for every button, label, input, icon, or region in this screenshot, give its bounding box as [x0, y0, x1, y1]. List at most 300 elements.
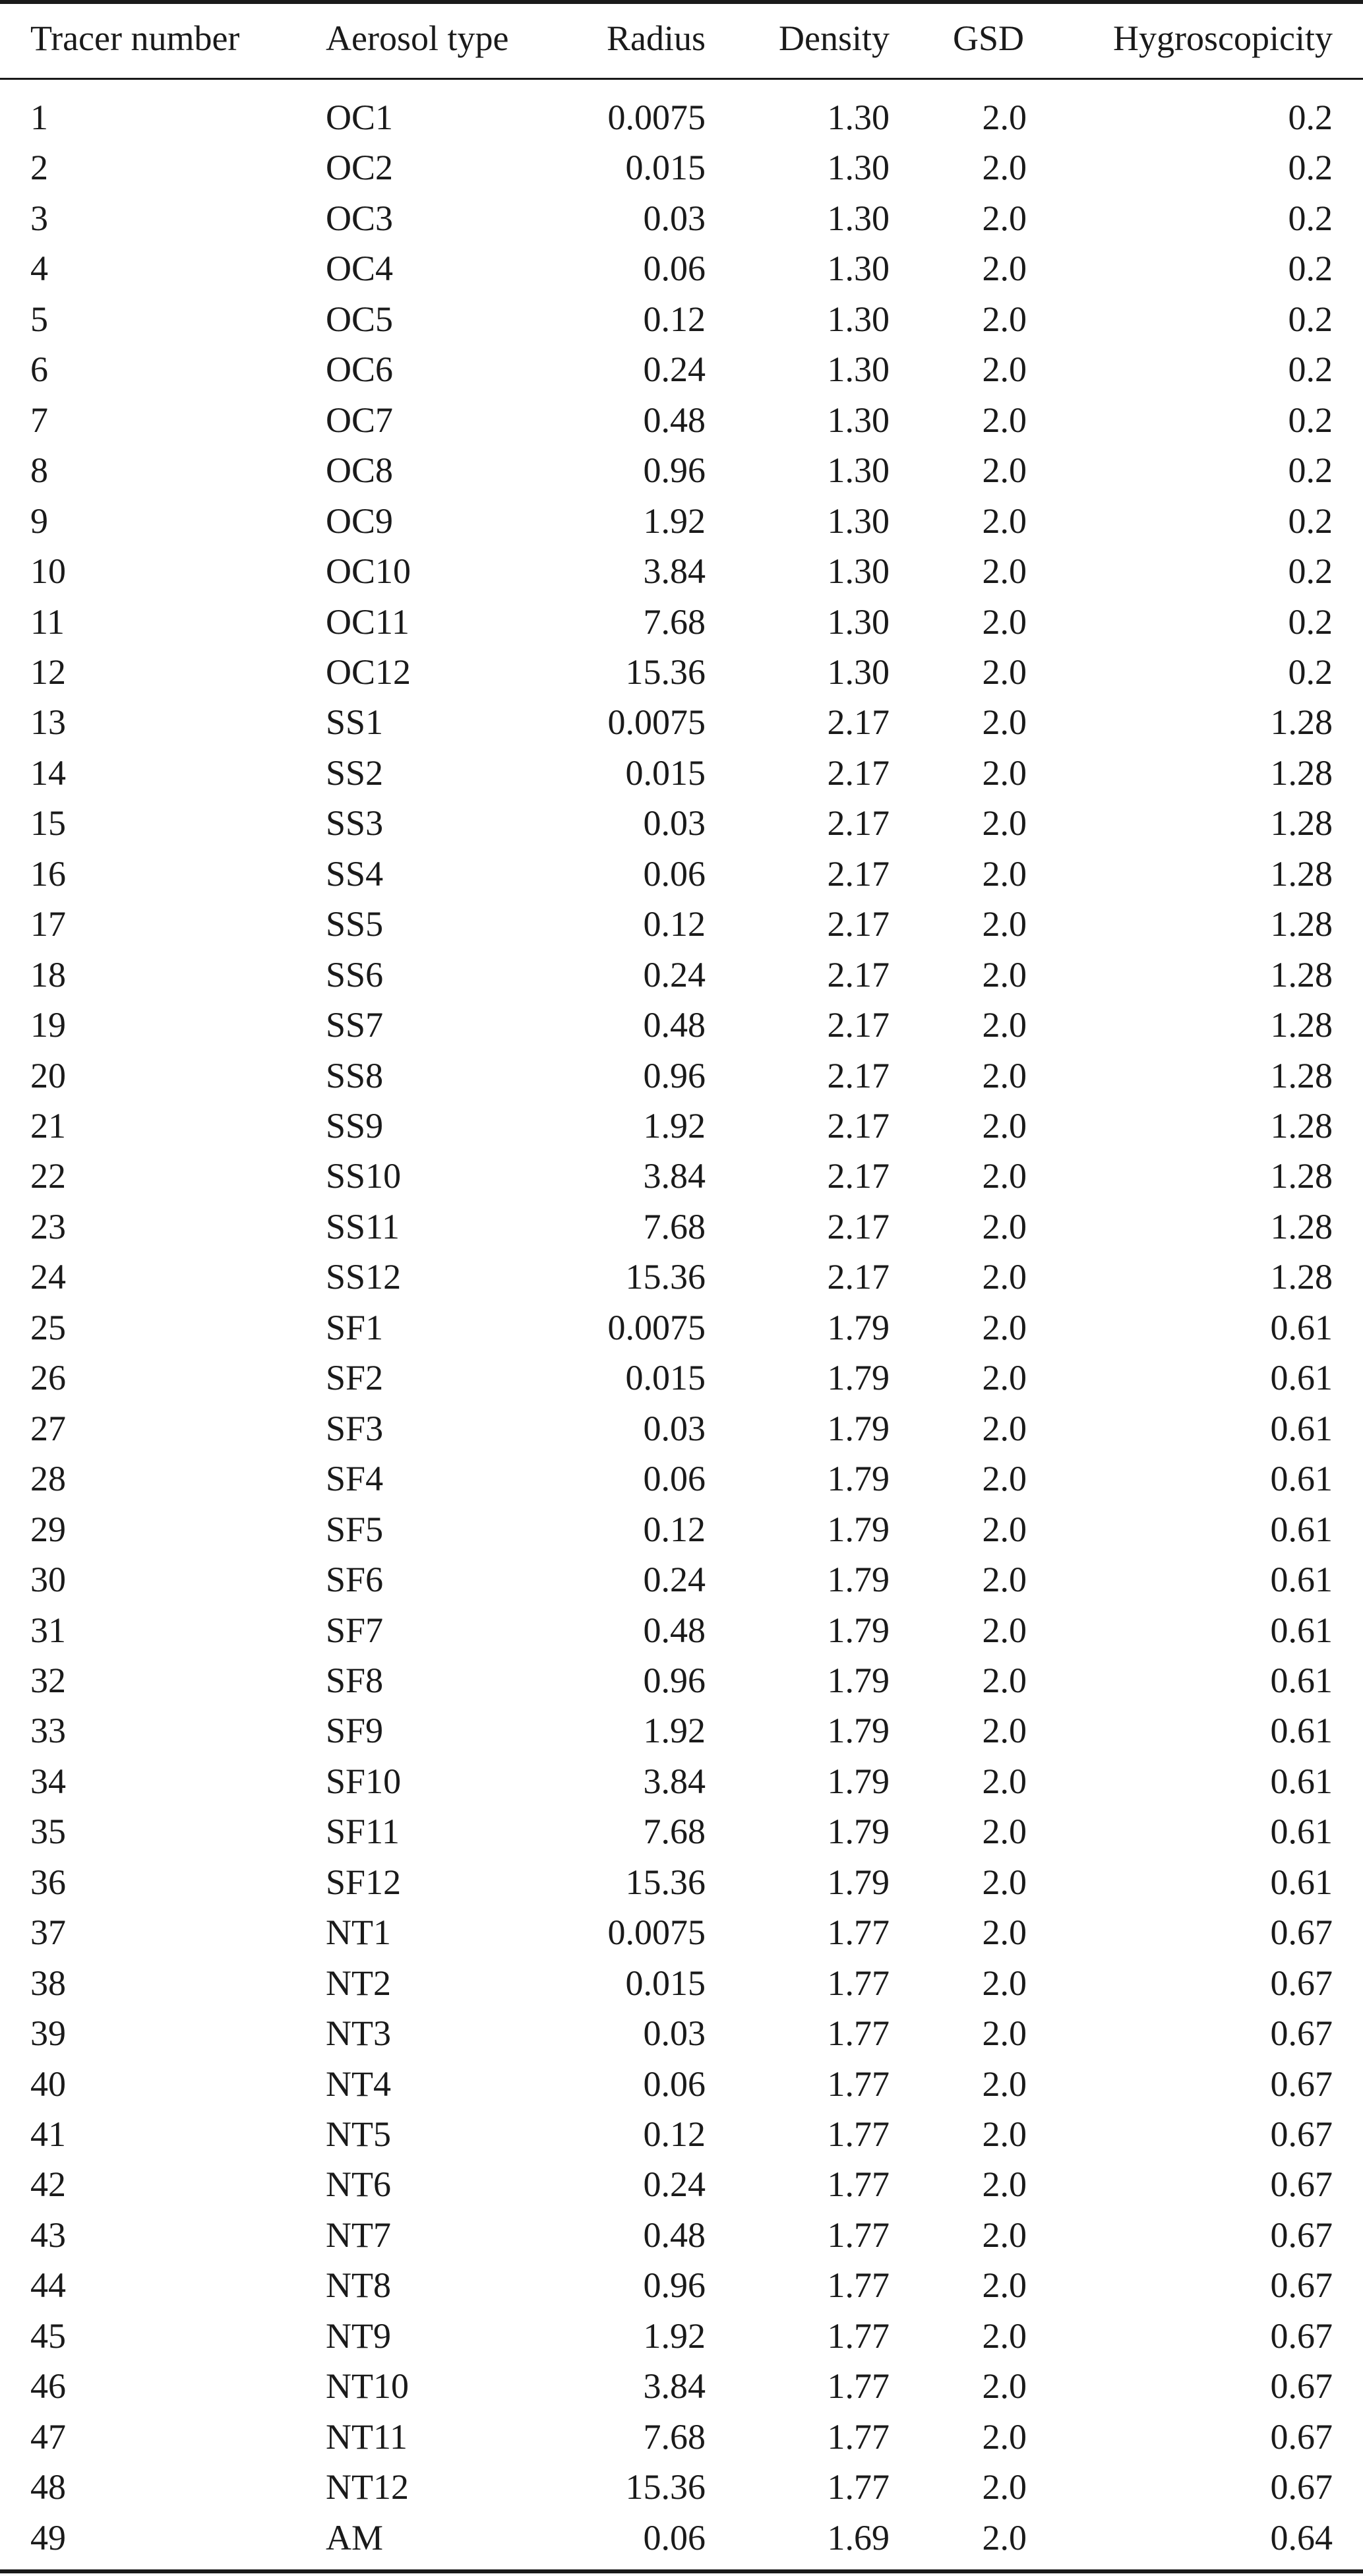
- cell-aerosol-type: SS11: [326, 1206, 400, 1246]
- cell-tracer-number: 40: [30, 2064, 66, 2104]
- cell-aerosol-type: OC7: [326, 400, 394, 440]
- cell-density: 1.30: [827, 652, 890, 692]
- cell-hygroscopicity: 0.61: [1270, 1408, 1333, 1448]
- table-row: [0, 1857, 1363, 1907]
- cell-radius: 0.03: [643, 198, 706, 238]
- table-row: [0, 2109, 1363, 2159]
- cell-hygroscopicity: 0.61: [1270, 1560, 1333, 1600]
- cell-gsd: 2.0: [982, 1408, 1027, 1448]
- cell-tracer-number: 29: [30, 1509, 66, 1549]
- cell-density: 1.77: [827, 2114, 890, 2154]
- cell-hygroscopicity: 0.61: [1270, 1610, 1333, 1650]
- cell-density: 1.79: [827, 1358, 890, 1398]
- cell-aerosol-type: NT9: [326, 2315, 391, 2356]
- table-row: [0, 1958, 1363, 2008]
- cell-gsd: 2.0: [982, 350, 1027, 390]
- cell-gsd: 2.0: [982, 400, 1027, 440]
- table-row: [0, 1051, 1363, 1101]
- cell-density: 1.77: [827, 2315, 890, 2356]
- cell-tracer-number: 20: [30, 1055, 66, 1095]
- cell-hygroscopicity: 0.2: [1288, 652, 1333, 692]
- table-row: [0, 798, 1363, 848]
- cell-radius: 3.84: [643, 2366, 706, 2407]
- cell-gsd: 2.0: [982, 1660, 1027, 1700]
- cell-aerosol-type: SF5: [326, 1509, 384, 1549]
- cell-aerosol-type: NT6: [326, 2164, 391, 2205]
- cell-radius: 0.12: [643, 904, 706, 944]
- cell-aerosol-type: SS3: [326, 803, 384, 843]
- cell-hygroscopicity: 0.67: [1270, 2265, 1333, 2306]
- column-header-radius: Radius: [606, 18, 706, 58]
- table-row: [0, 950, 1363, 1000]
- cell-density: 1.30: [827, 198, 890, 238]
- cell-radius: 0.0075: [607, 98, 706, 137]
- cell-aerosol-type: SS8: [326, 1055, 384, 1095]
- cell-gsd: 2.0: [982, 551, 1027, 592]
- cell-aerosol-type: NT3: [326, 2013, 391, 2054]
- cell-hygroscopicity: 0.67: [1270, 2416, 1333, 2457]
- cell-aerosol-type: NT7: [326, 2215, 391, 2255]
- cell-tracer-number: 31: [30, 1610, 66, 1650]
- cell-aerosol-type: NT4: [326, 2064, 391, 2104]
- cell-radius: 0.48: [643, 1005, 706, 1045]
- cell-gsd: 2.0: [982, 2265, 1027, 2306]
- table-row: [0, 1605, 1363, 1655]
- cell-hygroscopicity: 1.28: [1270, 1106, 1333, 1146]
- cell-tracer-number: 23: [30, 1206, 66, 1246]
- cell-density: 2.17: [827, 1005, 890, 1045]
- cell-radius: 0.06: [643, 2064, 706, 2104]
- table-row: [0, 1504, 1363, 1554]
- cell-density: 1.77: [827, 2265, 890, 2306]
- cell-aerosol-type: SF10: [326, 1761, 402, 1801]
- column-header-density: Density: [779, 18, 890, 58]
- cell-density: 2.17: [827, 752, 890, 793]
- cell-tracer-number: 45: [30, 2315, 66, 2356]
- cell-aerosol-type: SF2: [326, 1358, 384, 1398]
- cell-density: 1.30: [827, 98, 890, 137]
- table-row: [0, 1101, 1363, 1151]
- table-row: [0, 1403, 1363, 1454]
- cell-gsd: 2.0: [982, 1055, 1027, 1095]
- cell-density: 1.79: [827, 1711, 890, 1751]
- cell-radius: 0.96: [643, 450, 706, 491]
- cell-hygroscopicity: 1.28: [1270, 954, 1333, 995]
- cell-density: 1.30: [827, 551, 890, 592]
- cell-hygroscopicity: 0.67: [1270, 2114, 1333, 2154]
- cell-tracer-number: 7: [30, 400, 48, 440]
- cell-density: 1.79: [827, 1560, 890, 1600]
- cell-tracer-number: 19: [30, 1005, 66, 1045]
- cell-gsd: 2.0: [982, 1358, 1027, 1398]
- cell-radius: 0.03: [643, 803, 706, 843]
- cell-radius: 0.24: [643, 954, 706, 995]
- cell-density: 2.17: [827, 853, 890, 894]
- column-header-aerosol-type: Aerosol type: [326, 18, 509, 58]
- cell-density: 1.79: [827, 1459, 890, 1499]
- column-header-hygroscopicity: Hygroscopicity: [1113, 18, 1333, 58]
- cell-gsd: 2.0: [982, 2114, 1027, 2154]
- cell-radius: 0.06: [643, 1459, 706, 1499]
- cell-hygroscopicity: 1.28: [1270, 803, 1333, 843]
- cell-tracer-number: 12: [30, 652, 66, 692]
- table-row: [0, 697, 1363, 747]
- cell-aerosol-type: SF3: [326, 1408, 384, 1448]
- cell-gsd: 2.0: [982, 1761, 1027, 1801]
- cell-radius: 0.12: [643, 299, 706, 339]
- cell-gsd: 2.0: [982, 1257, 1027, 1297]
- table-row: [0, 597, 1363, 647]
- cell-gsd: 2.0: [982, 450, 1027, 491]
- cell-gsd: 2.0: [982, 1560, 1027, 1600]
- cell-gsd: 2.0: [982, 2064, 1027, 2104]
- cell-radius: 3.84: [643, 1761, 706, 1801]
- cell-gsd: 2.0: [982, 501, 1027, 541]
- cell-tracer-number: 48: [30, 2467, 66, 2507]
- cell-radius: 1.92: [643, 1106, 706, 1146]
- cell-tracer-number: 44: [30, 2265, 66, 2306]
- cell-radius: 7.68: [643, 601, 706, 642]
- cell-hygroscopicity: 0.2: [1288, 299, 1333, 339]
- cell-tracer-number: 46: [30, 2366, 66, 2407]
- cell-radius: 3.84: [643, 551, 706, 592]
- cell-gsd: 2.0: [982, 1106, 1027, 1146]
- cell-hygroscopicity: 0.61: [1270, 1812, 1333, 1852]
- cell-density: 1.77: [827, 1913, 890, 1953]
- table-row: [0, 2159, 1363, 2209]
- cell-gsd: 2.0: [982, 904, 1027, 944]
- cell-density: 2.17: [827, 904, 890, 944]
- cell-radius: 15.36: [625, 1862, 706, 1902]
- cell-tracer-number: 35: [30, 1812, 66, 1852]
- cell-aerosol-type: SF7: [326, 1610, 384, 1650]
- cell-gsd: 2.0: [982, 98, 1027, 137]
- table-row: [0, 243, 1363, 293]
- cell-aerosol-type: OC12: [326, 652, 411, 692]
- table-row: [0, 1806, 1363, 1856]
- cell-density: 1.77: [827, 2416, 890, 2457]
- table-row: [0, 294, 1363, 344]
- cell-hygroscopicity: 0.61: [1270, 1358, 1333, 1398]
- cell-tracer-number: 38: [30, 1963, 66, 2003]
- cell-aerosol-type: SS5: [326, 904, 384, 944]
- cell-tracer-number: 25: [30, 1307, 66, 1347]
- cell-density: 1.79: [827, 1610, 890, 1650]
- cell-aerosol-type: SS7: [326, 1005, 384, 1045]
- cell-tracer-number: 9: [30, 501, 48, 541]
- cell-radius: 0.03: [643, 2013, 706, 2054]
- cell-radius: 0.03: [643, 1408, 706, 1448]
- cell-hygroscopicity: 1.28: [1270, 1156, 1333, 1196]
- cell-tracer-number: 10: [30, 551, 66, 592]
- table-row: [0, 2412, 1363, 2462]
- cell-hygroscopicity: 0.61: [1270, 1862, 1333, 1902]
- cell-tracer-number: 1: [30, 98, 48, 137]
- column-header-tracer-number: Tracer number: [30, 18, 240, 58]
- cell-density: 1.77: [827, 2366, 890, 2407]
- cell-tracer-number: 18: [30, 954, 66, 995]
- cell-tracer-number: 15: [30, 803, 66, 843]
- cell-radius: 0.12: [643, 2114, 706, 2154]
- cell-aerosol-type: SF8: [326, 1660, 384, 1700]
- cell-gsd: 2.0: [982, 148, 1027, 188]
- cell-aerosol-type: OC6: [326, 350, 394, 390]
- cell-density: 1.77: [827, 2164, 890, 2205]
- cell-hygroscopicity: 1.28: [1270, 1005, 1333, 1045]
- cell-radius: 0.96: [643, 2265, 706, 2306]
- cell-gsd: 2.0: [982, 1206, 1027, 1246]
- table-row: [0, 1202, 1363, 1252]
- cell-radius: 1.92: [643, 1711, 706, 1751]
- cell-tracer-number: 26: [30, 1358, 66, 1398]
- cell-radius: 0.015: [625, 148, 706, 188]
- cell-hygroscopicity: 0.67: [1270, 2164, 1333, 2205]
- cell-radius: 0.015: [625, 1963, 706, 2003]
- cell-gsd: 2.0: [982, 198, 1027, 238]
- cell-tracer-number: 2: [30, 148, 48, 188]
- cell-tracer-number: 4: [30, 249, 48, 289]
- cell-aerosol-type: AM: [326, 2517, 384, 2558]
- table-row: [0, 2311, 1363, 2361]
- cell-density: 1.79: [827, 1862, 890, 1902]
- cell-density: 2.17: [827, 803, 890, 843]
- cell-density: 1.79: [827, 1509, 890, 1549]
- cell-density: 1.30: [827, 501, 890, 541]
- cell-tracer-number: 33: [30, 1711, 66, 1751]
- cell-gsd: 2.0: [982, 249, 1027, 289]
- cell-hygroscopicity: 0.67: [1270, 1913, 1333, 1953]
- cell-radius: 15.36: [625, 1257, 706, 1297]
- cell-gsd: 2.0: [982, 1812, 1027, 1852]
- cell-gsd: 2.0: [982, 2164, 1027, 2205]
- cell-tracer-number: 24: [30, 1257, 66, 1297]
- cell-hygroscopicity: 0.2: [1288, 450, 1333, 491]
- cell-aerosol-type: SF1: [326, 1307, 384, 1347]
- cell-gsd: 2.0: [982, 803, 1027, 843]
- cell-radius: 7.68: [643, 1812, 706, 1852]
- cell-aerosol-type: SF4: [326, 1459, 384, 1499]
- cell-aerosol-type: OC2: [326, 148, 394, 188]
- cell-density: 1.79: [827, 1408, 890, 1448]
- cell-radius: 15.36: [625, 652, 706, 692]
- cell-density: 1.30: [827, 148, 890, 188]
- table-row: [0, 344, 1363, 394]
- cell-density: 1.30: [827, 249, 890, 289]
- cell-aerosol-type: SS9: [326, 1106, 384, 1146]
- cell-gsd: 2.0: [982, 1005, 1027, 1045]
- cell-aerosol-type: NT10: [326, 2366, 409, 2407]
- table-row: [0, 1252, 1363, 1302]
- table-row: [0, 193, 1363, 243]
- table-row: [0, 546, 1363, 596]
- cell-density: 2.17: [827, 1206, 890, 1246]
- cell-density: 1.79: [827, 1307, 890, 1347]
- cell-density: 1.69: [827, 2517, 890, 2558]
- cell-tracer-number: 32: [30, 1660, 66, 1700]
- cell-density: 1.79: [827, 1660, 890, 1700]
- cell-gsd: 2.0: [982, 2315, 1027, 2356]
- cell-aerosol-type: SS6: [326, 954, 384, 995]
- table-row: [0, 2513, 1363, 2563]
- table-row: [0, 496, 1363, 546]
- cell-radius: 0.96: [643, 1660, 706, 1700]
- table-row: [0, 445, 1363, 495]
- cell-radius: 0.24: [643, 350, 706, 390]
- table-row: [0, 1655, 1363, 1705]
- cell-hygroscopicity: 0.2: [1288, 198, 1333, 238]
- cell-gsd: 2.0: [982, 1913, 1027, 1953]
- table-row: [0, 2059, 1363, 2109]
- cell-tracer-number: 16: [30, 853, 66, 894]
- cell-gsd: 2.0: [982, 2517, 1027, 2558]
- cell-density: 2.17: [827, 702, 890, 743]
- cell-hygroscopicity: 0.2: [1288, 148, 1333, 188]
- cell-aerosol-type: OC3: [326, 198, 394, 238]
- cell-density: 2.17: [827, 1257, 890, 1297]
- table-row: [0, 1000, 1363, 1050]
- cell-hygroscopicity: 0.2: [1288, 249, 1333, 289]
- cell-tracer-number: 37: [30, 1913, 66, 1953]
- cell-hygroscopicity: 1.28: [1270, 904, 1333, 944]
- table-row: [0, 2008, 1363, 2058]
- cell-gsd: 2.0: [982, 2013, 1027, 2054]
- cell-gsd: 2.0: [982, 853, 1027, 894]
- cell-radius: 0.015: [625, 752, 706, 793]
- cell-aerosol-type: OC11: [326, 601, 410, 642]
- cell-aerosol-type: NT5: [326, 2114, 391, 2154]
- table-row: [0, 2260, 1363, 2310]
- cell-hygroscopicity: 0.67: [1270, 2467, 1333, 2507]
- cell-hygroscopicity: 0.2: [1288, 400, 1333, 440]
- table-row: [0, 899, 1363, 949]
- cell-aerosol-type: NT12: [326, 2467, 409, 2507]
- cell-radius: 0.96: [643, 1055, 706, 1095]
- cell-hygroscopicity: 1.28: [1270, 1257, 1333, 1297]
- cell-gsd: 2.0: [982, 702, 1027, 743]
- cell-tracer-number: 27: [30, 1408, 66, 1448]
- cell-gsd: 2.0: [982, 299, 1027, 339]
- cell-radius: 7.68: [643, 2416, 706, 2457]
- cell-tracer-number: 11: [30, 601, 65, 642]
- cell-gsd: 2.0: [982, 652, 1027, 692]
- table-bottom-rule: [0, 2569, 1363, 2573]
- cell-hygroscopicity: 0.2: [1288, 98, 1333, 137]
- cell-aerosol-type: SF6: [326, 1560, 384, 1600]
- cell-density: 1.77: [827, 2064, 890, 2104]
- cell-aerosol-type: OC1: [326, 98, 394, 137]
- table-row: [0, 1705, 1363, 1756]
- cell-tracer-number: 39: [30, 2013, 66, 2054]
- cell-tracer-number: 34: [30, 1761, 66, 1801]
- cell-gsd: 2.0: [982, 1459, 1027, 1499]
- cell-density: 1.79: [827, 1761, 890, 1801]
- cell-hygroscopicity: 0.67: [1270, 2366, 1333, 2407]
- cell-tracer-number: 13: [30, 702, 66, 743]
- cell-radius: 0.48: [643, 2215, 706, 2255]
- cell-tracer-number: 41: [30, 2114, 66, 2154]
- cell-tracer-number: 42: [30, 2164, 66, 2205]
- cell-hygroscopicity: 1.28: [1270, 752, 1333, 793]
- table-row: [0, 1554, 1363, 1605]
- cell-aerosol-type: OC4: [326, 249, 394, 289]
- cell-tracer-number: 6: [30, 350, 48, 390]
- cell-hygroscopicity: 0.2: [1288, 501, 1333, 541]
- table-row: [0, 142, 1363, 193]
- cell-density: 2.17: [827, 954, 890, 995]
- cell-aerosol-type: SF11: [326, 1812, 400, 1852]
- cell-aerosol-type: SF12: [326, 1862, 402, 1902]
- cell-radius: 1.92: [643, 2315, 706, 2356]
- cell-gsd: 2.0: [982, 601, 1027, 642]
- cell-hygroscopicity: 0.2: [1288, 551, 1333, 592]
- cell-density: 1.77: [827, 2215, 890, 2255]
- cell-tracer-number: 3: [30, 198, 48, 238]
- cell-density: 1.77: [827, 2467, 890, 2507]
- cell-gsd: 2.0: [982, 1156, 1027, 1196]
- cell-aerosol-type: SS4: [326, 853, 384, 894]
- cell-aerosol-type: SF9: [326, 1711, 384, 1751]
- cell-hygroscopicity: 0.67: [1270, 1963, 1333, 2003]
- cell-tracer-number: 14: [30, 752, 66, 793]
- cell-aerosol-type: SS10: [326, 1156, 402, 1196]
- table-row: [0, 1303, 1363, 1353]
- cell-tracer-number: 17: [30, 904, 66, 944]
- cell-density: 2.17: [827, 1055, 890, 1095]
- cell-aerosol-type: SS2: [326, 752, 384, 793]
- table-row: [0, 2361, 1363, 2411]
- column-header-gsd: GSD: [952, 18, 1024, 58]
- cell-radius: 1.92: [643, 501, 706, 541]
- cell-density: 1.30: [827, 350, 890, 390]
- cell-aerosol-type: NT8: [326, 2265, 391, 2306]
- cell-gsd: 2.0: [982, 1862, 1027, 1902]
- cell-hygroscopicity: 1.28: [1270, 1055, 1333, 1095]
- cell-aerosol-type: OC5: [326, 299, 394, 339]
- cell-tracer-number: 22: [30, 1156, 66, 1196]
- cell-radius: 0.48: [643, 1610, 706, 1650]
- cell-gsd: 2.0: [982, 2366, 1027, 2407]
- table-row: [0, 2462, 1363, 2512]
- cell-radius: 0.48: [643, 400, 706, 440]
- cell-gsd: 2.0: [982, 2416, 1027, 2457]
- cell-gsd: 2.0: [982, 1610, 1027, 1650]
- cell-radius: 0.06: [643, 853, 706, 894]
- cell-gsd: 2.0: [982, 2467, 1027, 2507]
- table-row: [0, 1454, 1363, 1504]
- cell-tracer-number: 21: [30, 1106, 66, 1146]
- cell-gsd: 2.0: [982, 1963, 1027, 2003]
- cell-radius: 0.0075: [607, 1913, 706, 1953]
- cell-aerosol-type: NT2: [326, 1963, 391, 2003]
- cell-hygroscopicity: 0.61: [1270, 1711, 1333, 1751]
- cell-tracer-number: 47: [30, 2416, 66, 2457]
- cell-density: 1.30: [827, 299, 890, 339]
- cell-hygroscopicity: 0.67: [1270, 2215, 1333, 2255]
- cell-aerosol-type: OC8: [326, 450, 394, 491]
- cell-density: 1.30: [827, 601, 890, 642]
- cell-gsd: 2.0: [982, 1711, 1027, 1751]
- cell-hygroscopicity: 0.2: [1288, 350, 1333, 390]
- table-row: [0, 1151, 1363, 1201]
- cell-gsd: 2.0: [982, 1509, 1027, 1549]
- cell-radius: 0.12: [643, 1509, 706, 1549]
- table-row: [0, 1756, 1363, 1806]
- cell-hygroscopicity: 1.28: [1270, 702, 1333, 743]
- cell-gsd: 2.0: [982, 752, 1027, 793]
- cell-aerosol-type: SS1: [326, 702, 384, 743]
- cell-hygroscopicity: 0.2: [1288, 601, 1333, 642]
- cell-gsd: 2.0: [982, 2215, 1027, 2255]
